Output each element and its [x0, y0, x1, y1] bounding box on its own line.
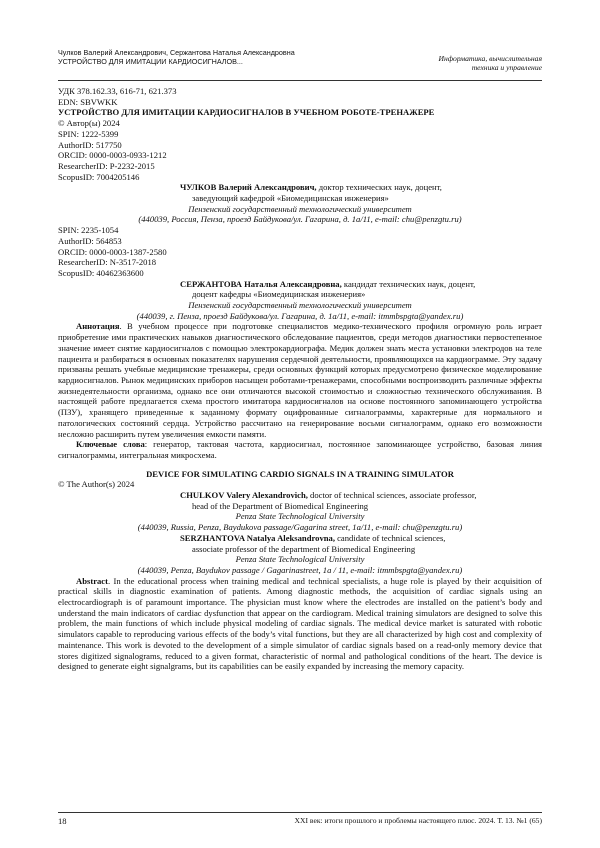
- author1-address: (440039, Россия, Пенза, проезд Байдукова/ул. Гагарина, д. 1а/11, e-mail: chu@penzgtu.ru): [138, 214, 462, 225]
- author2-en-name-line: [58, 533, 542, 544]
- author1-spin: SPIN: 1222-5399: [58, 128, 119, 139]
- author2-en-address: (440039, Penza, Baydukov passage / Gagarinastreet, 1a / 11, e-mail: itmmbspgta@yandex.ru): [137, 564, 463, 575]
- page-footer: [58, 812, 542, 826]
- author1-en-name: CHULKOV Valery Alexandrovich,: [180, 490, 308, 501]
- author2-name-line: [58, 279, 542, 290]
- author2-en-degree: candidate of technical sciences,: [334, 532, 446, 543]
- article-body: [58, 86, 542, 672]
- running-header: [58, 46, 542, 80]
- abstract-ru-label: Аннотация: [76, 321, 120, 332]
- udk: УДК 378.162.33, 616-71, 621.373: [58, 86, 177, 96]
- footer-rule: [58, 812, 542, 813]
- page-number: 18: [58, 816, 67, 826]
- author2-scopusid: ScopusID: 40462363600: [58, 267, 144, 278]
- running-header-authors: Чулков Валерий Александрович, Сержантова Наталья Александровна: [58, 48, 295, 57]
- keywords-ru-text: : генератор, тактовая частота, кардиосигнал, постоянное запоминающее устройство, базовая линия сигналограммы, интегральная микросхема.: [58, 439, 542, 460]
- article-title-ru: УСТРОЙСТВО ДЛЯ ИМИТАЦИИ КАРДИОСИГНАЛОВ В УЧЕБНОМ РОБОТЕ-ТРЕНАЖЕРЕ: [58, 107, 435, 118]
- author2-en-name: SERZHANTOVA Natalya Aleksandrovna,: [180, 532, 335, 543]
- author2-en-position: associate professor of the department of Biomedical Engineering: [192, 543, 416, 554]
- running-header-left: [58, 48, 295, 66]
- author2-position: доцент кафедры «Биомедицинская инженерия»: [192, 289, 366, 300]
- keywords-ru: [58, 439, 542, 460]
- section-line-2: техника и управление: [471, 63, 542, 72]
- author1-orcid: ORCID: 0000-0003-0933-1212: [58, 150, 167, 161]
- author2-orcid: ORCID: 0000-0003-1387-2580: [58, 246, 167, 257]
- header-rule: [58, 80, 542, 81]
- author1-en-name-line: [58, 490, 542, 501]
- author1-university: Пензенский государственный технологический университет: [188, 203, 412, 214]
- copyright-en: © The Author(s) 2024: [58, 479, 135, 490]
- running-header-section: [438, 54, 542, 72]
- section-gap: [58, 461, 542, 469]
- author1-name-line: [58, 182, 542, 193]
- abstract-en: [58, 576, 542, 672]
- running-header-title: УСТРОЙСТВО ДЛЯ ИМИТАЦИИ КАРДИОСИГНАЛОВ...: [58, 57, 243, 66]
- author2-researcherid: ResearcherID: N-3517-2018: [58, 257, 157, 268]
- author1-en-address: (440039, Russia, Penza, Baydukova passage/Gagarina street, 1a/11, e-mail: chu@penzgtu.ru): [137, 522, 463, 533]
- journal-citation: XXI век: итоги прошлого и проблемы настоящего плюс. 2024. Т. 13. №1 (65): [294, 816, 542, 825]
- author1-degree: доктор технических наук, доцент,: [316, 182, 442, 193]
- keywords-ru-label: Ключевые слова: [76, 439, 145, 450]
- author1-position: заведующий кафедрой «Биомедицинская инженерия»: [192, 193, 389, 204]
- author1-scopusid: ScopusID: 7004205146: [58, 171, 140, 182]
- author1-en-degree: doctor of technical sciences, associate professor,: [307, 490, 477, 501]
- edn: EDN: SBVWKK: [58, 96, 118, 107]
- abstract-ru-text: . В учебном процессе при подготовке специалистов медико-технического профиля огромную роль играет приобретение ими практических навыков диагностического обследование пациентов, среди методов диагностики первостепенное значение имеет снятие кардиосигналов с помощью электрокардиографа. Медик должен знать места установки электродов на теле пациента и разбираться в основных показателях нарушения сердечной деятельности, проявляющихся на кардиограмме. Эту задачу призваны решать учебные медицинские тренажеры, среди основных функций которых предусмотрено физическое моделирование кардиосигналов. Рынок медицинских приборов насыщен роботами-тренажерами, способными воспроизводить различные эффекты жизнедеятельности организма, однако все они отличаются высокой стоимостью и сложностью технического обслуживания. В настоящей работе предлагается схема простого имитатора кардиосигналов на основе постоянного запоминающего устройства (ПЗУ), хранящего приведенные к заданному формату оцифрованные сигналограммы, характерные для нормального и патологических состояний сердца. Устройство рассчитано на генерирование восьми сигналограмм, однако его возможности несложно расширить путем увеличения емкости памяти.: [58, 321, 542, 439]
- author1-authorid: AuthorID: 517750: [58, 139, 122, 150]
- copyright-ru: © Автор(ы) 2024: [58, 118, 120, 129]
- author1-researcherid: ResearcherID: P-2232-2015: [58, 160, 155, 171]
- author2-university: Пензенский государственный технологический университет: [188, 300, 412, 311]
- author2-address: (440039, г. Пенза, проезд Байдукова/ул. Гагарина, д. 1а/11, e-mail: itmmbspgta@yandex.ru): [136, 310, 464, 321]
- abstract-en-label: Abstract: [76, 575, 108, 586]
- author2-spin: SPIN: 2235-1054: [58, 225, 119, 236]
- author1-name: ЧУЛКОВ Валерий Александрович,: [180, 182, 317, 193]
- author1-en-university: Penza State Technological University: [235, 511, 365, 522]
- section-line-1: Информатика, вычислительная: [438, 54, 542, 63]
- author1-en-position: head of the Department of Biomedical Engineering: [192, 500, 369, 511]
- abstract-en-text: . In the educational process when training medical and technical specialists, a huge role is played by their acquisition of practical skills in diagnostic examination of patients. Among diagnostic methods, the acquisition of cardiac signals using an electrocardiograph is of paramount importance. The physician must know where the electrodes are installed on the patient’s body and understand the main indicators of cardiac dysfunction that appear on the cardiogram. Medical training simulators are designed to solve this problem, the main functions of which include physical modeling of cardiac signals. The medical device market is saturated with robotic simulators capable to reproducing various effects of the body’s vital functions, but they are all characterized by high cost and complexity of maintenance. This work is devoted to the development of a simple simulator of cardiac signals based on a read-only memory device that stores digitized signalograms, reduced to a given format, characteristic of normal and pathological conditions of the heart. The device is designed to generate eight signalgrams, but its capabilities can be easily expanded by increasing the memory capacity.: [58, 575, 542, 672]
- author2-name: СЕРЖАНТОВА Наталья Александровна,: [180, 278, 342, 289]
- abstract-ru: [58, 321, 542, 439]
- author2-degree: кандидат технических наук, доцент,: [341, 278, 476, 289]
- author2-en-university: Penza State Technological University: [235, 554, 365, 565]
- article-title-en: DEVICE FOR SIMULATING CARDIO SIGNALS IN A TRAINING SIMULATOR: [146, 468, 454, 479]
- author2-authorid: AuthorID: 564853: [58, 235, 122, 246]
